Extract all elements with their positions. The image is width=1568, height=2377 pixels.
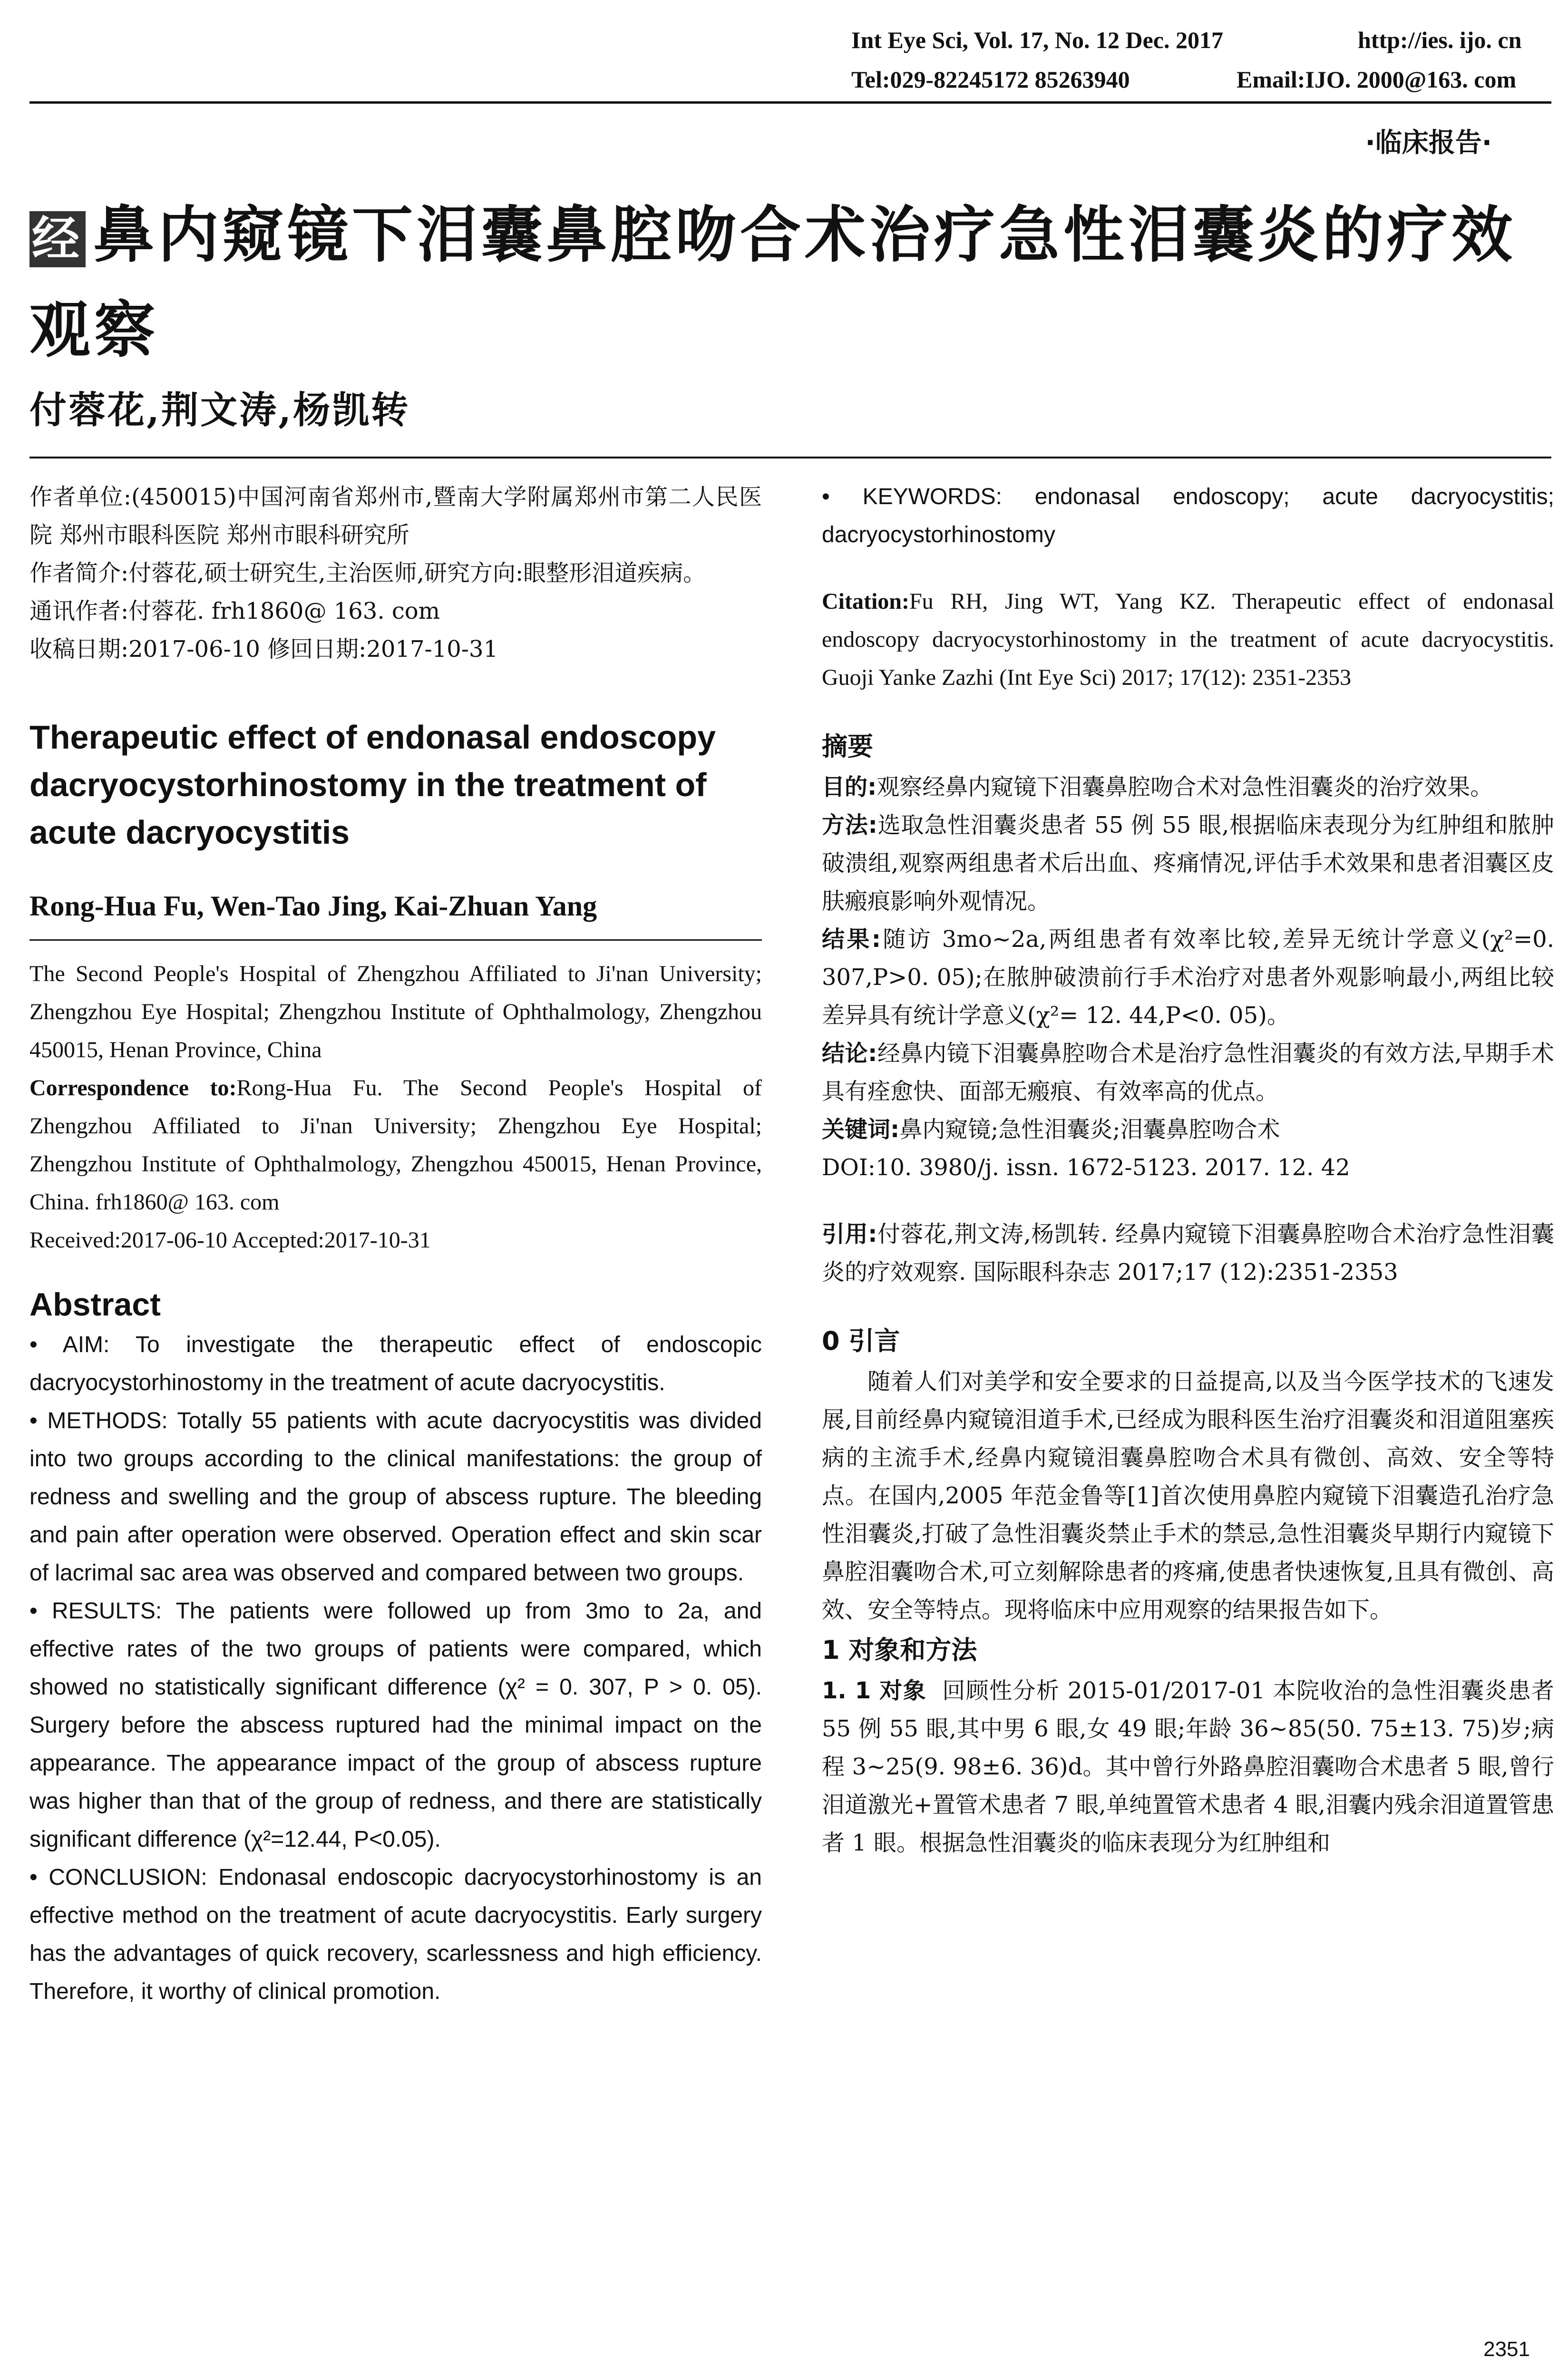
- authors-rule: [29, 457, 1551, 458]
- journal-email: Email:IJO. 2000@163. com: [1237, 66, 1517, 93]
- conclusion-cn-text: 经鼻内镜下泪囊鼻腔吻合术是治疗急性泪囊炎的有效方法,早期手术具有痊愈快、面部无瘢痕、有效率高的优点。: [822, 1040, 1554, 1105]
- methods-heading: 1 对象和方法: [822, 1635, 977, 1665]
- english-title: Therapeutic effect of endonasal endoscopy dacryocystorhinostomy in the treatment of acute dacryocystitis: [29, 719, 716, 851]
- intro-text: 随着人们对美学和安全要求的日益提高,以及当今医学技术的飞速发展,目前经鼻内窥镜泪道手术,已经成为眼科医生治疗泪囊炎和泪道阻塞疾病的主流手术,经鼻内窥镜泪囊鼻腔吻合术具有微创、高效、安全等特点。在国内,2005 年范金鲁等[1]首次使用鼻腔内窥镜下泪囊造孔治疗急性泪囊炎,打破了急性泪囊炎禁止手术的禁忌,急性泪囊炎早期行内窥镜下鼻腔泪囊吻合术,可立刻解除患者的疼痛,使患者快速恢复,且具有微创、高效、安全等特点。现将临床中应用观察的结果报告如下。: [822, 1368, 1554, 1623]
- citation-text: Fu RH, Jing WT, Yang KZ. Therapeutic effect of endonasal endoscopy dacryocystorhinostomy in the treatment of acute dacryocystitis. Guoji Yanke Zazhi (Int Eye Sci) 2017; 17(12): 2351-2353: [822, 589, 1554, 690]
- english-dates: Received:2017-06-10 Accepted:2017-10-31: [29, 1227, 431, 1253]
- left-column: [29, 478, 762, 2011]
- dates-cn: 收稿日期:2017-06-10 修回日期:2017-10-31: [29, 636, 498, 662]
- doi: DOI:10. 3980/j. issn. 1672-5123. 2017. 12. 42: [822, 1154, 1350, 1181]
- methods-cn-text: 选取急性泪囊炎患者 55 例 55 眼,根据临床表现分为红肿组和脓肿破溃组,观察两组患者术后出血、疼痛情况,评估手术效果和患者泪囊区皮肤瘢痕影响外观情况。: [822, 812, 1554, 915]
- abstract-cn-results: [822, 920, 1554, 1034]
- citation-cn-label: 引用:: [822, 1221, 877, 1247]
- correspondence-text: Rong-Hua Fu. The Second People's Hospital of Zhengzhou Affiliated to Ji'nan University; Zhengzhou Eye Hospital; Zhengzhou Institute of Ophthalmology, Zhengzhou 450015, Henan Province, China. frh1860@ 163. com: [29, 1075, 762, 1215]
- results-cn-text: 随访 3mo~2a,两组患者有效率比较,差异无统计学意义(χ²=0. 307,P>0. 05);在脓肿破溃前行手术治疗对患者外观影响最小,两组比较差异具有统计学意义(χ²= 12. 44,P<0. 05)。: [822, 926, 1554, 1029]
- title-text: 鼻内窥镜下泪囊鼻腔吻合术治疗急性泪囊炎的疗效观察: [29, 200, 1517, 366]
- journal-header: Int Eye Sci, Vol. 17, No. 12 Dec. 2017: [851, 27, 1223, 53]
- english-affiliation: The Second People's Hospital of Zhengzhou Affiliated to Ji'nan University; Zhengzhou Eye Hospital; Zhengzhou Institute of Ophthalmology, Zhengzhou 450015, Henan Province, China: [29, 961, 762, 1062]
- abstract-cn-heading: 摘要: [822, 731, 873, 761]
- abstract-results: • RESULTS: The patients were followed up from 3mo to 2a, and effective rates of the two groups of patients were compared, which showed no statistically significant difference (χ² = 0. 307, P > 0. 05). Surgery before the abscess ruptured had the minimal impact on the appearance. The appearance impact of the group of abscess rupture was higher than that of the group of redness, and there are statistically significant difference (χ²=12.44, P<0.05).: [29, 1598, 762, 1852]
- journal-tel: Tel:029-82245172 85263940: [851, 66, 1130, 93]
- journal-url: http://ies. ijo. cn: [1358, 27, 1522, 53]
- keywords-cn-label: 关键词:: [822, 1116, 900, 1143]
- abstract-cn-keywords: [822, 1111, 1554, 1149]
- header-rule: [29, 101, 1551, 104]
- article-title: [29, 188, 1551, 378]
- abstract-cn-conclusion: [822, 1034, 1554, 1111]
- authors-en-rule: [29, 939, 762, 941]
- citation-cn-text: 付蓉花,荆文涛,杨凯转. 经鼻内窥镜下泪囊鼻腔吻合术治疗急性泪囊炎的疗效观察. 国际眼科杂志 2017;17 (12):2351-2353: [822, 1221, 1554, 1286]
- conclusion-cn-label: 结论:: [822, 1040, 877, 1067]
- corresponding-cn: 通讯作者:付蓉花. frh1860@ 163. com: [29, 598, 440, 624]
- results-cn-label: 结果:: [822, 926, 881, 953]
- affiliation-unit-cn: 作者单位:(450015)中国河南省郑州市,暨南大学附属郑州市第二人民医院 郑州市眼科医院 郑州市眼科研究所: [29, 484, 762, 548]
- abstract-cn-aim: [822, 768, 1554, 806]
- author-bio-cn: 作者简介:付蓉花,硕士研究生,主治医师,研究方向:眼整形泪道疾病。: [29, 560, 706, 586]
- aim-cn-text: 观察经鼻内窥镜下泪囊鼻腔吻合术对急性泪囊炎的治疗效果。: [877, 774, 1493, 800]
- subjects-label: 1. 1 对象: [822, 1677, 927, 1704]
- title-badge: 经: [29, 211, 86, 267]
- intro-heading: 0 引言: [822, 1326, 900, 1356]
- english-authors: Rong-Hua Fu, Wen-Tao Jing, Kai-Zhuan Yang: [29, 890, 597, 922]
- citation-label: Citation:: [822, 589, 909, 614]
- citation-en: [822, 583, 1554, 697]
- citation-cn: [822, 1215, 1554, 1291]
- abstract-aim: • AIM: To investigate the therapeutic effect of endoscopic dacryocystorhinostomy in the treatment of acute dacryocystitis.: [29, 1332, 762, 1395]
- subjects-paragraph: [822, 1672, 1554, 1862]
- keywords-cn-text: 鼻内窥镜;急性泪囊炎;泪囊鼻腔吻合术: [899, 1116, 1280, 1143]
- subjects-text: 回顾性分析 2015-01/2017-01 本院收治的急性泪囊炎患者 55 例 55 眼,其中男 6 眼,女 49 眼;年龄 36~85(50. 75±13. 75)岁;病程 3~25(9. 98±6. 36)d。其中曾行外路鼻腔泪囊吻合术患者 5 眼,曾行泪道激光+置管术患者 7 眼,单纯置管术患者 4 眼,泪囊内残余泪道置管患者 1 眼。根据急性泪囊炎的临床表现分为红肿组和: [822, 1677, 1554, 1856]
- aim-cn-label: 目的:: [822, 774, 877, 800]
- page-number: 2351: [1483, 2338, 1530, 2361]
- abstract-methods: • METHODS: Totally 55 patients with acute dacryocystitis was divided into two groups according to the clinical manifestations: the group of redness and swelling and the group of abscess rupture. The bleeding and pain after operation were observed. Operation effect and skin scar of lacrimal sac area was observed and compared between two groups.: [29, 1408, 762, 1586]
- abstract-conclusion: • CONCLUSION: Endonasal endoscopic dacryocystorhinostomy is an effective method on the treatment of acute dacryocystitis. Early surgery has the advantages of quick recovery, scarlessness and high efficiency. Therefore, it worthy of clinical promotion.: [29, 1865, 762, 2004]
- right-column: [822, 478, 1554, 1862]
- section-tag: ·临床报告·: [1365, 127, 1492, 158]
- methods-cn-label: 方法:: [822, 812, 877, 838]
- english-correspondence: [29, 1069, 762, 1221]
- correspondence-label: Correspondence to:: [29, 1075, 237, 1101]
- abstract-heading: Abstract: [29, 1286, 161, 1323]
- authors-cn: 付蓉花,荆文涛,杨凯转: [29, 389, 410, 432]
- keywords-en: • KEYWORDS: endonasal endoscopy; acute dacryocystitis; dacryocystorhinostomy: [822, 484, 1554, 547]
- abstract-cn-methods: [822, 806, 1554, 920]
